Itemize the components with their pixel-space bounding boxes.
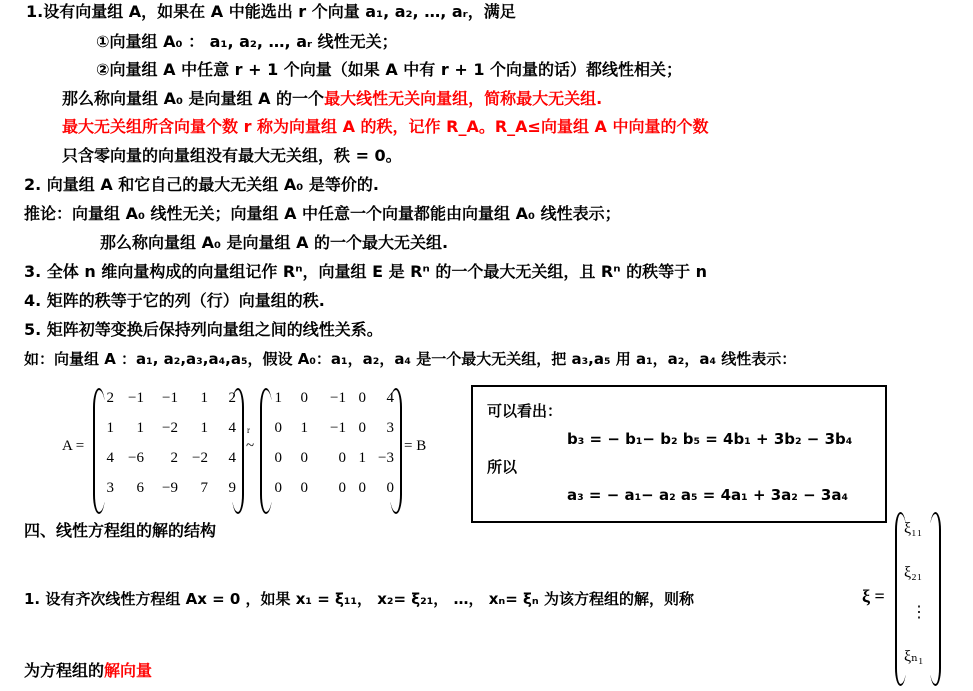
matrix-cell: −1 (330, 420, 346, 436)
matrix-a-label: A = (62, 438, 85, 454)
matrix-cell: 0 (300, 450, 308, 466)
matrix-cell: 2 (170, 450, 178, 466)
line-4-text: 那么称向量组 A₀ 是向量组 A 的一个 (62, 89, 325, 108)
section-title: 四、线性方程组的解的结构 (24, 521, 217, 540)
matrix-cell: −1 (128, 390, 144, 406)
line-10: 3. 全体 n 维向量构成的向量组记作 Rⁿ，向量组 E 是 Rⁿ 的一个最大无关组，且 Rⁿ 的秩等于 n (24, 262, 708, 281)
xi-entry: ξ₁₁ (904, 520, 923, 537)
transform-tilde: ~ (246, 438, 255, 454)
matrix-cell: −6 (128, 450, 144, 466)
matrix-cell: −9 (162, 480, 178, 496)
line-2: ①向量组 A₀ ： a₁, a₂, …, aᵣ 线性无关； (96, 32, 398, 51)
line-11: 4. 矩阵的秩等于它的列（行）向量组的秩. (24, 291, 325, 310)
box-title: 可以看出： (487, 402, 563, 420)
line-12: 5. 矩阵初等变换后保持列向量组之间的线性关系。 (24, 320, 383, 339)
matrix-cell: 1 (200, 420, 208, 436)
matrix-cell: −2 (192, 450, 208, 466)
matrix-cell: 0 (338, 450, 346, 466)
matrix-cell: 4 (106, 450, 114, 466)
line-3: ②向量组 A 中任意 r + 1 个向量（如果 A 中有 r + 1 个向量的话）都线性相关； (96, 60, 683, 79)
matrix-cell: 1 (106, 420, 114, 436)
matrix-cell: 2 (106, 390, 114, 406)
xi-entry: ξₙ₁ (904, 648, 924, 665)
matrix-cell: 0 (274, 480, 282, 496)
matrix-cell: 0 (300, 480, 308, 496)
line-9: 那么称向量组 A₀ 是向量组 A 的一个最大无关组. (100, 233, 449, 252)
line-13: 如：向量组 A ：a₁, a₂,a₃,a₄,a₅，假设 A₀：a₁，a₂，a₄ 是一个最大无关组，把 a₃,a₅ 用 a₁，a₂，a₄ 线性表示： (24, 350, 797, 368)
matrix-cell: 4 (228, 450, 236, 466)
line-16 (24, 661, 152, 681)
line-4-highlight: 最大线性无关向量组，简称最大无关组. (324, 89, 603, 108)
line-1: 1.设有向量组 A，如果在 A 中能选出 r 个向量 a₁, a₂, …, aᵣ，满足 (26, 2, 516, 21)
matrix-a (100, 390, 240, 510)
matrix-cell: 4 (386, 390, 394, 406)
xi-label: ξ = (862, 586, 885, 606)
matrix-b (268, 390, 398, 510)
line-4 (62, 89, 602, 109)
matrix-cell: 0 (274, 450, 282, 466)
xi-entry: ⋮ (911, 604, 927, 621)
matrix-cell: 1 (300, 420, 308, 436)
line-5: 最大无关组所含向量个数 r 称为向量组 A 的秩，记作 R_A。R_A≤向量组 A 中向量的个数 (62, 117, 709, 136)
matrix-cell: −1 (330, 390, 346, 406)
line-8: 推论：向量组 A₀ 线性无关；向量组 A 中任意一个向量都能由向量组 A₀ 线性表示； (24, 204, 621, 223)
matrix-cell: 1 (274, 390, 282, 406)
box-eq-1: b₃ = − b₁− b₂ b₅ = 4b₁ + 3b₂ − 3b₄ (567, 430, 853, 448)
matrix-cell: 3 (106, 480, 114, 496)
xi-entry: ξ₂₁ (904, 564, 923, 581)
line-15: 1. 设有齐次线性方程组 Ax = 0 ，如果 x₁ = ξ₁₁， x₂= ξ₂₁， …， xₙ= ξₙ 为该方程组的解，则称 (24, 590, 694, 608)
line-7: 2. 向量组 A 和它自己的最大无关组 A₀ 是等价的. (24, 175, 379, 194)
matrix-b-label: = B (404, 438, 427, 454)
matrix-cell: 0 (358, 420, 366, 436)
box-so: 所以 (487, 458, 518, 476)
line-6: 只含零向量的向量组没有最大无关组，秩 = 0。 (62, 146, 402, 165)
xi-right-bracket (930, 512, 941, 686)
matrix-cell: 1 (358, 450, 366, 466)
line-16-text: 为方程组的 (24, 661, 105, 680)
matrix-cell: 0 (386, 480, 394, 496)
transform-r: r (247, 425, 250, 435)
matrix-cell: −2 (162, 420, 178, 436)
matrix-cell: 1 (200, 390, 208, 406)
matrix-cell: 0 (338, 480, 346, 496)
matrix-cell: 9 (228, 480, 236, 496)
matrix-cell: 0 (358, 480, 366, 496)
matrix-cell: 1 (136, 420, 144, 436)
matrix-cell: 4 (228, 420, 236, 436)
matrix-cell: 0 (300, 390, 308, 406)
matrix-cell: 0 (274, 420, 282, 436)
matrix-cell: −1 (162, 390, 178, 406)
matrix-cell: 2 (228, 390, 236, 406)
line-16-highlight: 解向量 (104, 661, 153, 680)
box-eq-2: a₃ = − a₁− a₂ a₅ = 4a₁ + 3a₂ − 3a₄ (567, 486, 849, 504)
matrix-cell: 3 (386, 420, 394, 436)
matrix-cell: 0 (358, 390, 366, 406)
matrix-cell: −3 (378, 450, 394, 466)
matrix-cell: 6 (136, 480, 144, 496)
matrix-cell: 7 (200, 480, 208, 496)
